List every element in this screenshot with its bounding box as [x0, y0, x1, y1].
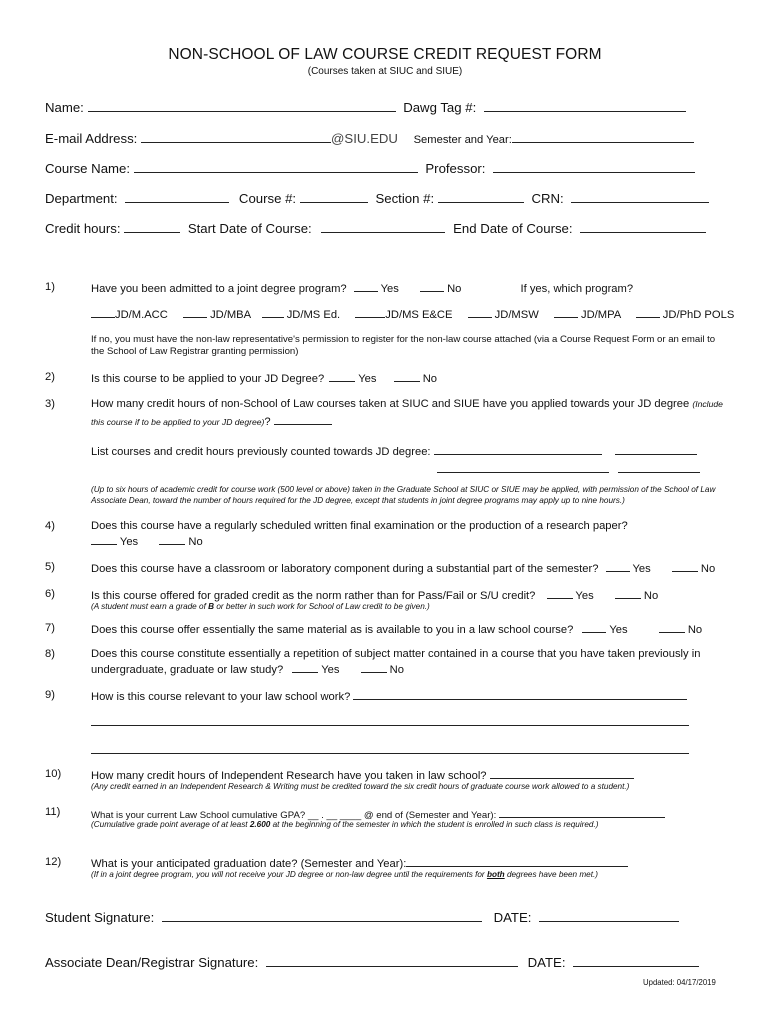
q8-number: 8): [45, 648, 55, 660]
program-jd-phd-pols: JD/PhD POLS: [662, 309, 735, 321]
dean-date-field[interactable]: [573, 956, 699, 967]
q3-include-note-a: (Include: [692, 399, 723, 409]
program-blank-jd-msece[interactable]: [355, 307, 385, 318]
dean-signature-row: [45, 955, 699, 970]
crn-label: CRN:: [531, 191, 564, 206]
q1-programs-row: [91, 307, 734, 321]
department-label: Department:: [45, 191, 118, 206]
course-name-field[interactable]: [134, 162, 418, 173]
program-jd-mpa: JD/MPA: [580, 309, 621, 321]
end-date-field[interactable]: [580, 222, 706, 233]
q5-no-label: No: [700, 563, 716, 575]
q8-text-a: Does this course constitute essentially a repetition of subject matter contained in a course that you have taken previously in: [91, 648, 701, 660]
q12-note-a: (If in a joint degree program, you will not receive your JD degree or non-law degree until the requirements for: [91, 870, 487, 879]
q3-row: [91, 398, 723, 410]
q1-note: If no, you must have the non-law representative's permission to register for the non-law course attached (via a Course Request Form or an email to the School of Law Registrar granting permission): [91, 334, 716, 357]
q4-no-label: No: [188, 536, 203, 548]
name-row: [45, 100, 686, 115]
q5-number: 5): [45, 561, 55, 573]
q10-row: [91, 768, 634, 782]
q1-yes-blank[interactable]: [354, 281, 378, 292]
q3-qmark: ?: [264, 416, 271, 428]
q1-row: [91, 281, 633, 295]
student-date-label: DATE:: [493, 910, 532, 925]
student-date-field[interactable]: [539, 911, 679, 922]
credit-hours-label: Credit hours:: [45, 221, 121, 236]
q11-note-b: 2.600: [249, 820, 271, 829]
q1-number: 1): [45, 281, 55, 293]
q7-number: 7): [45, 622, 55, 634]
q8-row: [91, 662, 404, 676]
professor-field[interactable]: [493, 162, 695, 173]
q3-note: (Up to six hours of academic credit for course work (500 level or above) taken in the Graduate School at SIUC or SIUE may be applied, with permission of the School of Law Associate Dean, toward the number of hours required for the JD degree, except that students in joint degree programs may apply up to nine hours.): [91, 485, 716, 505]
q12-note-c: degrees have been met.): [504, 870, 598, 879]
program-blank-jd-msed[interactable]: [262, 307, 284, 318]
q11-row: [91, 807, 665, 821]
email-field[interactable]: [141, 132, 331, 143]
q4-yes-label: Yes: [119, 536, 139, 548]
form-subtitle: (Courses taken at SIUC and SIUE): [307, 66, 463, 77]
q3-list-hours-1[interactable]: [615, 444, 697, 455]
q5-yes-blank[interactable]: [606, 561, 630, 572]
program-jd-macc: JD/M.ACC: [115, 309, 168, 321]
program-blank-jd-msw[interactable]: [468, 307, 492, 318]
dawg-tag-label: Dawg Tag #:: [403, 100, 477, 115]
q6-yes-label: Yes: [575, 590, 594, 602]
course-num-label: Course #:: [238, 191, 297, 206]
q1-text: Have you been admitted to a joint degree program?: [91, 283, 347, 295]
course-name-label: Course Name:: [45, 161, 131, 176]
program-jd-msece: JD/MS E&CE: [385, 309, 453, 321]
section-num-label: Section #:: [375, 191, 435, 206]
q10-text: How many credit hours of Independent Research have you taken in law school?: [91, 770, 487, 782]
q6-no-label: No: [643, 590, 659, 602]
section-num-field[interactable]: [438, 192, 524, 203]
q11-note: [91, 820, 598, 829]
q6-note-b: B: [208, 602, 215, 611]
q11-number: 11): [45, 806, 61, 818]
email-label: E-mail Address:: [45, 131, 138, 146]
q7-yes-label: Yes: [609, 624, 628, 636]
q12-note: [91, 870, 598, 879]
program-jd-msed: JD/MS Ed.: [286, 309, 341, 321]
q12-number: 12): [45, 856, 62, 868]
q3-list-course-1[interactable]: [434, 444, 602, 455]
q7-no-blank[interactable]: [659, 622, 685, 633]
q3-list-row: [91, 444, 697, 458]
q8-text-b: undergraduate, graduate or law study?: [91, 664, 284, 676]
q2-no-blank[interactable]: [394, 371, 420, 382]
q4-number: 4): [45, 520, 55, 532]
q3-list-hours-2[interactable]: [618, 462, 700, 473]
q10-note: (Any credit earned in an Independent Research & Writing must be credited toward the six credit hours of graduate course work allowed to a student.): [91, 782, 630, 791]
q4-text: Does this course have a regularly scheduled written final examination or the production of a research paper?: [91, 520, 628, 532]
crn-field[interactable]: [571, 192, 709, 203]
q9-number: 9): [45, 689, 55, 701]
q6-number: 6): [45, 588, 55, 600]
q5-row: [91, 561, 715, 575]
q4-answer-row: [91, 534, 203, 548]
program-jd-mba: JD/MBA: [210, 309, 251, 321]
q8-no-label: No: [389, 664, 404, 676]
start-date-label: Start Date of Course:: [187, 221, 312, 236]
dean-signature-label: Associate Dean/Registrar Signature:: [45, 955, 259, 970]
q12-text: What is your anticipated graduation date? (Semester and Year):: [91, 858, 407, 870]
course-name-row: [45, 161, 695, 176]
q4-yes-blank[interactable]: [91, 534, 117, 545]
q1-yes-label: Yes: [380, 283, 399, 295]
email-domain: @SIU.EDU: [331, 131, 398, 146]
q3-text: How many credit hours of non-School of Law courses taken at SIUC and SIUE have you applied towards your JD degree: [91, 398, 690, 410]
q8-no-blank[interactable]: [361, 662, 387, 673]
student-signature-row: [45, 910, 679, 925]
q3-hours-field[interactable]: [274, 414, 332, 425]
q6-note: [91, 602, 430, 611]
q9-text: How is this course relevant to your law school work?: [91, 691, 351, 703]
semester-year-label: Semester and Year:: [413, 134, 512, 146]
q3-include-note-b: this course if to be applied to your JD degree): [91, 417, 265, 427]
q5-yes-label: Yes: [632, 563, 651, 575]
q7-text: Does this course offer essentially the same material as is available to you in a law school course?: [91, 624, 574, 636]
credit-hours-field[interactable]: [124, 222, 180, 233]
q1-no-label: No: [447, 283, 462, 295]
dawg-tag-field[interactable]: [484, 101, 686, 112]
q7-yes-blank[interactable]: [582, 622, 606, 633]
q5-no-blank[interactable]: [672, 561, 698, 572]
course-num-field[interactable]: [300, 192, 368, 203]
q6-text: Is this course offered for graded credit as the norm rather than for Pass/Fail or S/U credit?: [91, 590, 536, 602]
q9-answer-line-3[interactable]: [91, 743, 689, 754]
q2-row: [91, 371, 437, 385]
q2-text: Is this course to be applied to your JD Degree?: [91, 373, 325, 385]
q12-row: [91, 856, 628, 870]
program-blank-jd-mpa[interactable]: [554, 307, 578, 318]
start-date-field[interactable]: [321, 222, 445, 233]
department-row: [45, 191, 709, 206]
q2-yes-blank[interactable]: [329, 371, 355, 382]
email-row: [45, 131, 694, 146]
program-blank-jd-macc[interactable]: [91, 307, 115, 318]
q1-which-label: If yes, which program?: [520, 283, 634, 295]
program-blank-jd-mba[interactable]: [183, 307, 207, 318]
name-field[interactable]: [88, 101, 396, 112]
q10-answer-field[interactable]: [490, 768, 634, 779]
q3-list-course-2[interactable]: [437, 462, 609, 473]
updated-date: Updated: 04/17/2019: [643, 978, 716, 987]
q8-yes-label: Yes: [321, 664, 340, 676]
q6-no-blank[interactable]: [615, 588, 641, 599]
dates-row: [45, 221, 706, 236]
q3-row-2: [91, 414, 332, 428]
q12-note-b: both: [486, 870, 505, 879]
q10-number: 10): [45, 768, 62, 780]
q4-no-blank[interactable]: [159, 534, 185, 545]
end-date-label: End Date of Course:: [453, 221, 573, 236]
program-jd-msw: JD/MSW: [494, 309, 539, 321]
name-label: Name:: [45, 100, 84, 115]
q6-yes-blank[interactable]: [547, 588, 573, 599]
student-signature-label: Student Signature:: [45, 910, 155, 925]
q6-note-c: or better in such work for School of Law credit to be given.): [214, 602, 430, 611]
q5-text: Does this course have a classroom or laboratory component during a substantial part of the semester?: [91, 563, 599, 575]
dean-date-label: DATE:: [527, 955, 566, 970]
q12-answer-field[interactable]: [406, 856, 628, 867]
q9-row: [91, 689, 687, 703]
q3-list-label: List courses and credit hours previously counted towards JD degree:: [91, 446, 431, 458]
q11-note-a: (Cumulative grade point average of at least: [91, 820, 250, 829]
q3-number: 3): [45, 398, 55, 410]
dean-signature-field[interactable]: [266, 956, 518, 967]
q11-text: What is your current Law School cumulative GPA? __ . __ ____ @ end of (Semester and Year):: [91, 810, 497, 821]
q6-note-a: (A student must earn a grade of: [91, 602, 209, 611]
student-signature-field[interactable]: [162, 911, 482, 922]
q9-answer-line-1[interactable]: [353, 689, 687, 700]
q2-number: 2): [45, 371, 55, 383]
semester-year-field[interactable]: [512, 132, 694, 143]
q2-yes-label: Yes: [358, 373, 377, 385]
q1-no-blank[interactable]: [420, 281, 444, 292]
q8-yes-blank[interactable]: [292, 662, 318, 673]
program-blank-jd-phd-pols[interactable]: [636, 307, 660, 318]
professor-label: Professor:: [425, 161, 486, 176]
department-field[interactable]: [125, 192, 229, 203]
q11-semester-field[interactable]: [499, 807, 665, 818]
q6-row: [91, 588, 658, 602]
q7-no-label: No: [687, 624, 703, 636]
q7-row: [91, 622, 702, 636]
form-title: NON-SCHOOL OF LAW COURSE CREDIT REQUEST FORM: [168, 46, 602, 63]
q2-no-label: No: [422, 373, 437, 385]
q11-note-c: at the beginning of the semester in which the student is enrolled in such class is required.): [270, 820, 599, 829]
q3-list-row-2: [437, 462, 700, 476]
q9-answer-line-2[interactable]: [91, 715, 689, 726]
